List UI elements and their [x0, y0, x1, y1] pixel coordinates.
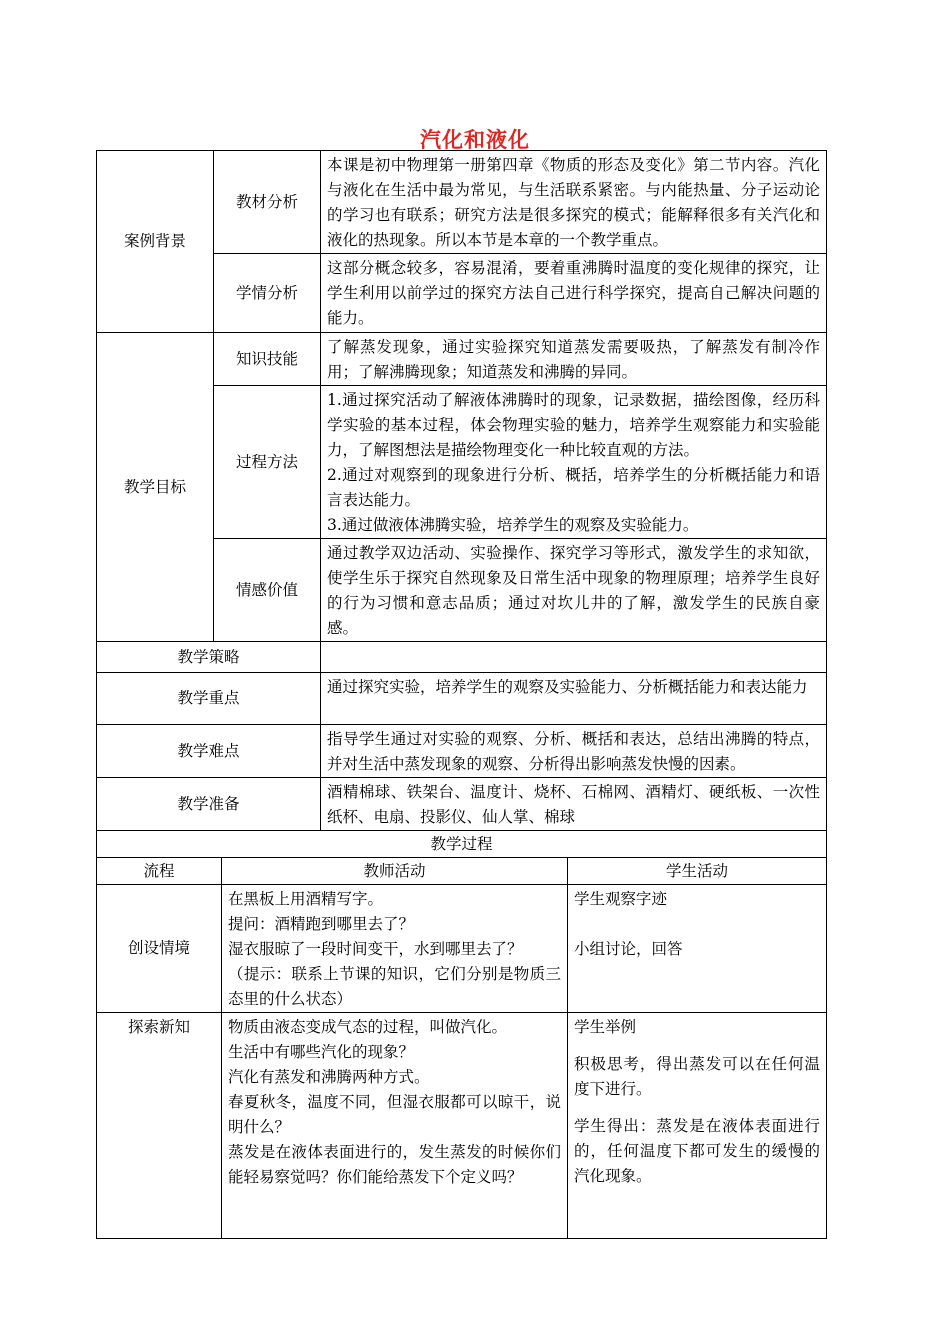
- key-points-label: 教学重点: [97, 673, 321, 725]
- student-header: 学生活动: [568, 858, 827, 885]
- page-title: 汽化和液化: [420, 127, 530, 152]
- process-row-explore: [97, 1013, 827, 1239]
- teacher-line: （提示：联系上节课的知识，它们分别是物质三态里的什么状态）: [228, 965, 562, 1008]
- knowledge-text: 了解蒸发现象，通过实验探究知道蒸发需要吸热，了解蒸发有制冷作用；了解沸腾现象；知道蒸发和沸腾的异同。: [321, 333, 827, 386]
- teacher-line: 提问：酒精跑到哪里去了？: [228, 915, 415, 933]
- student-line: 学生得出：蒸发是在液体表面进行的，任何温度下都可发生的缓慢的汽化现象。: [574, 1117, 821, 1185]
- strategy-label: 教学策略: [97, 642, 321, 673]
- strategy-row: [97, 642, 827, 673]
- process-title-row: [97, 831, 827, 858]
- key-points-text: 通过探究实验，培养学生的观察及实验能力、分析概括能力和表达能力: [321, 673, 827, 725]
- flow-cell: 创设情境: [97, 885, 222, 1013]
- goals-knowledge-row: [97, 333, 827, 386]
- preparation-label: 教学准备: [97, 778, 321, 831]
- student-activity-cell: [568, 1013, 827, 1239]
- teacher-line: 生活中有哪些汽化的现象？: [228, 1043, 415, 1061]
- student-line: 小组讨论，回答: [574, 940, 683, 958]
- student-analysis-label: 学情分析: [214, 254, 321, 333]
- lesson-plan-table: [96, 150, 827, 1239]
- preparation-text: 酒精棉球、铁架台、温度计、烧杯、石棉网、酒精灯、硬纸板、一次性纸杯、电扇、投影仪、仙人掌、棉球: [321, 778, 827, 831]
- student-activity-cell: [568, 885, 827, 1013]
- material-analysis-text: 本课是初中物理第一册第四章《物质的形态及变化》第二节内容。汽化与液化在生活中最为常见，与生活联系紧密。与内能热量、分子运动论的学习也有联系；研究方法是很多探究的模式；能解释很多有关汽化和液化的热现象。所以本节是本章的一个教学重点。: [321, 151, 827, 254]
- difficulties-row: [97, 725, 827, 778]
- teacher-activity-cell: [222, 1013, 568, 1239]
- student-analysis-text: 这部分概念较多，容易混淆，要着重沸腾时温度的变化规律的探究，让学生利用以前学过的探究方法自己进行科学探究，提高自己解决问题的能力。: [321, 254, 827, 333]
- background-material-row: [97, 151, 827, 254]
- material-analysis-label: 教材分析: [214, 151, 321, 254]
- spacer: [574, 1040, 820, 1052]
- teacher-header: 教师活动: [222, 858, 568, 885]
- process-header-row: [97, 858, 827, 885]
- teacher-line: 蒸发是在液体表面进行的，发生蒸发的时候你们能轻易察觉吗？你们能给蒸发下个定义吗？: [228, 1143, 562, 1186]
- goals-label: 教学目标: [97, 333, 214, 642]
- background-label: 案例背景: [97, 151, 214, 333]
- flow-header: 流程: [97, 858, 222, 885]
- spacer: [574, 912, 820, 937]
- teacher-line: 湿衣服晾了一段时间变干，水到哪里去了？: [228, 940, 523, 958]
- teacher-activity-cell: [222, 885, 568, 1013]
- student-line: 学生举例: [574, 1018, 637, 1036]
- spacer: [574, 1102, 820, 1114]
- teacher-line: 物质由液态变成气态的过程，叫做汽化。: [228, 1018, 508, 1036]
- emotion-text: 通过教学双边活动、实验操作、探究学习等形式，激发学生的求知欲，使学生乐于探究自然现象及日常生活中现象的物理原理；培养学生良好的行为习惯和意志品质；通过对坎儿井的了解，激发学生的民族自豪感。: [321, 539, 827, 642]
- flow-cell: 探索新知: [97, 1013, 222, 1239]
- process-item: 2.通过对观察到的现象进行分析、概括，培养学生的分析概括能力和语言表达能力。: [327, 466, 821, 509]
- student-line: 积极思考，得出蒸发可以在任何温度下进行。: [574, 1055, 821, 1098]
- difficulties-label: 教学难点: [97, 725, 321, 778]
- emotion-label: 情感价值: [214, 539, 321, 642]
- teacher-line: 春夏秋冬，温度不同，但湿衣服都可以晾干，说明什么？: [228, 1093, 562, 1136]
- knowledge-label: 知识技能: [214, 333, 321, 386]
- strategy-text: [321, 642, 827, 673]
- teacher-line: 汽化有蒸发和沸腾两种方式。: [228, 1068, 430, 1086]
- process-item: 1.通过探究活动了解液体沸腾时的现象，记录数据，描绘图像，经历科学实验的基本过程，体会物理实验的魅力，培养学生观察能力和实验能力，了解图想法是描绘物理变化一种比较直观的方法。: [327, 391, 821, 459]
- teacher-line: 在黑板上用酒精写字。: [228, 890, 384, 908]
- preparation-row: [97, 778, 827, 831]
- process-item: 3.通过做液体沸腾实验，培养学生的观察及实验能力。: [327, 516, 699, 534]
- student-line: 学生观察字迹: [574, 890, 668, 908]
- process-section-title: 教学过程: [97, 831, 827, 858]
- process-text: [321, 386, 827, 539]
- process-label: 过程方法: [214, 386, 321, 539]
- difficulties-text: 指导学生通过对实验的观察、分析、概括和表达，总结出沸腾的特点，并对生活中蒸发现象的观察、分析得出影响蒸发快慢的因素。: [321, 725, 827, 778]
- key-points-row: [97, 673, 827, 725]
- process-row-scenario: [97, 885, 827, 1013]
